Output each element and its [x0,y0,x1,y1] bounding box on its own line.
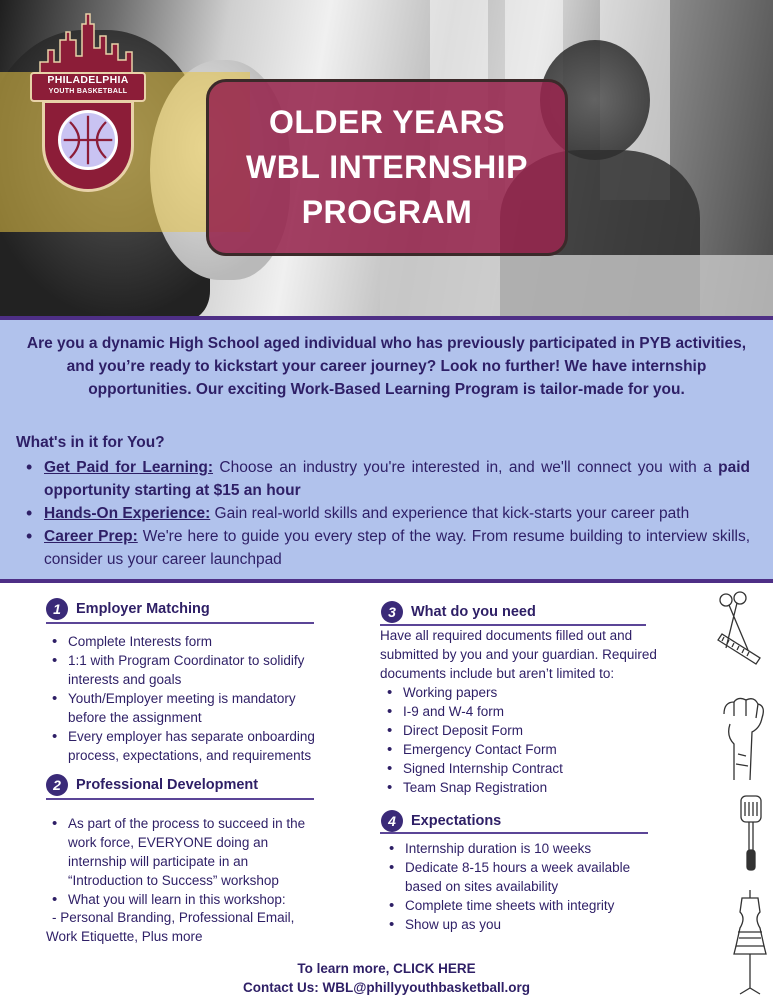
section-employer-header [46,598,210,620]
section-title: Professional Development [76,777,259,793]
benefit-item [24,456,750,502]
professional-list [46,814,318,909]
learn-more-link[interactable]: To learn more, CLICK HERE [297,961,476,976]
section-divider [46,622,314,624]
section-number-badge: 2 [46,774,68,796]
logo-banner [30,72,146,102]
workshop-topics-continued: Work Etiquette, Plus more [46,929,203,944]
expectations-list [383,839,651,934]
pyb-logo [28,10,148,210]
title-line-2: WBL INTERNSHIP [246,149,528,185]
skyline-icon [36,10,140,80]
background-desk [380,255,773,316]
list-item: • Internship duration is 10 weeks [383,839,651,858]
benefit-text: Gain real-world skills and experience that kick-starts your career path [210,505,690,522]
documents-list [381,683,651,797]
list-item: • Emergency Contact Form [381,740,651,759]
title-line-3: PROGRAM [301,194,473,230]
section-title: What do you need [411,604,536,620]
contact-email[interactable]: Contact Us: WBL@phillyyouthbasketball.org [243,980,530,995]
list-item: • Team Snap Registration [381,778,651,797]
benefits-list [24,456,750,571]
benefit-text: Choose an industry you're interested in, and we'll connect you with a [213,459,719,476]
intro-paragraph: Are you a dynamic High School aged individual who has previously participated in PYB activities, and you’re ready to kickstart your career journey? Look no further! We have internship opportunities. Our exciting Work-Based Learning Program is tailor-made for you. [26,335,747,398]
list-item: • As part of the process to succeed in the work force, EVERYONE doing an internship will participate in an “Introduction to Success” workshop [46,814,318,890]
workshop-topics: - Personal Branding, Professional Email, [52,910,295,925]
list-item: • What you will learn in this workshop: [46,890,318,909]
list-item: • I-9 and W-4 form [381,702,651,721]
employer-list [46,632,321,765]
section-need-header [381,601,536,623]
benefit-item [24,502,750,525]
need-intro: Have all required documents filled out and submitted by you and your guardian. Required documents include but aren’t limited to: [380,628,657,681]
section-expectations-header [381,810,501,832]
intro-panel [0,316,773,583]
list-item: • 1:1 with Program Coordinator to solidify interests and goals [46,651,321,689]
section-number-badge: 3 [381,601,403,623]
benefits-heading: What's in it for You? [16,434,165,451]
list-item: • Complete time sheets with integrity [383,896,651,915]
section-title: Expectations [411,813,502,829]
list-item: • Dedicate 8-15 hours a week available based on sites availability [383,858,651,896]
list-item: • Signed Internship Contract [381,759,651,778]
benefit-label: Hands-On Experience: [44,505,211,522]
list-item: • Direct Deposit Form [381,721,651,740]
benefit-item [24,525,750,571]
section-title: Employer Matching [76,601,210,617]
fist-icon [716,694,768,784]
spatula-icon [738,794,764,876]
section-number-badge: 4 [381,810,403,832]
title-box [206,79,568,256]
list-item: • Show up as you [383,915,651,934]
list-item: • Working papers [381,683,651,702]
benefit-pay: paid opportunity starting at $15 an hour [44,459,751,499]
benefit-label: Career Prep: [44,528,138,545]
section-professional-header [46,774,258,796]
section-divider [380,832,648,834]
benefit-label: Get Paid for Learning: [44,459,214,476]
scissors-comb-icon [712,590,768,670]
section-number-badge: 1 [46,598,68,620]
basketball-icon [58,110,118,170]
title-line-1: OLDER YEARS [268,104,506,140]
section-divider [46,798,314,800]
logo-line-1: PHILADELPHIA [47,74,129,86]
logo-line-2: YOUTH BASKETBALL [48,88,128,95]
list-item: • Youth/Employer meeting is mandatory before the assignment [46,689,321,727]
benefit-text: We're here to guide you every step of the way. From resume building to interview skills, consider us your career launchpad [44,528,751,568]
list-item: • Complete Interests form [46,632,321,651]
list-item: • Every employer has separate onboarding process, expectations, and requirements [46,727,321,765]
